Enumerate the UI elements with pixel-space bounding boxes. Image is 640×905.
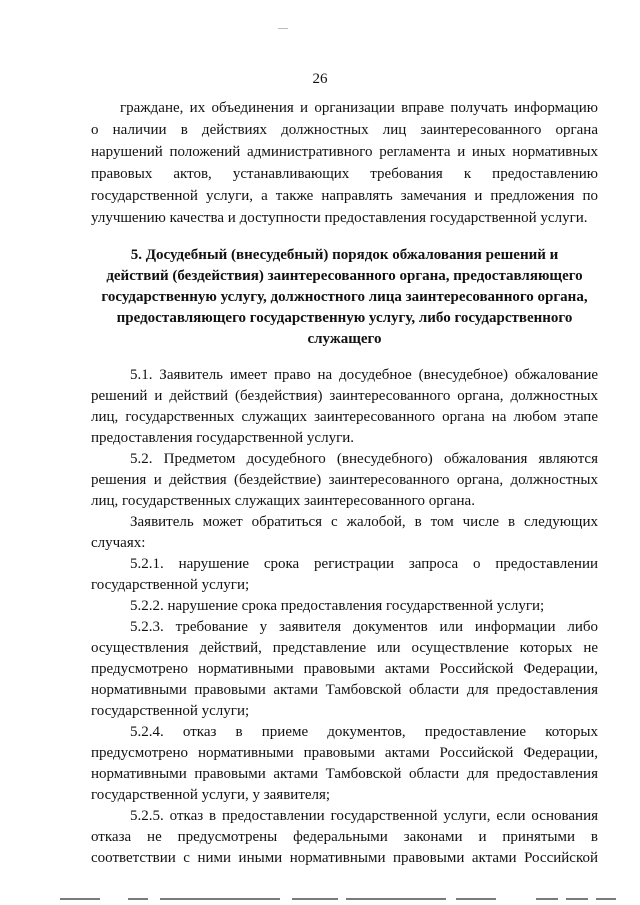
text-line: предусмотрено нормативными правовыми актами Российской Федерации, (91, 661, 598, 677)
scan-edge-artifacts (0, 892, 640, 905)
text-line: отказа не предусмотрены федеральными законами и принятыми в (91, 829, 598, 845)
clause-5-2-2: 5.2.2. нарушение срока предоставления государственной услуги; (130, 598, 545, 614)
text-line: государственной услуги; (91, 703, 250, 719)
text-line: осуществления действий, представление или осуществление которых не (91, 640, 598, 656)
text-line: улучшению качества и доступности предоставления государственной услуги. (91, 210, 588, 226)
clause-5-2-5: 5.2.5. отказ в предоставлении государственной услуги, если основания (130, 808, 598, 824)
text-line: нарушений положений административного регламента и иных нормативных (91, 144, 598, 160)
text-line: лиц, государственных служащих заинтересованного органа. (91, 493, 475, 509)
clause-5-2-3: 5.2.3. требование у заявителя документов или информации либо (130, 619, 598, 635)
scan-mark (278, 28, 288, 29)
text-line: граждане, их объединения и организации вправе получать информацию (120, 100, 598, 116)
text-line: государственной услуги, у заявителя; (91, 787, 331, 803)
clause-5-2: 5.2. Предметом досудебного (внесудебного) обжалования являются (130, 451, 598, 467)
text-line: нормативными правовыми актами Тамбовской области для предоставления (91, 682, 598, 698)
text-line: лиц, государственных служащих заинтересованного органа на любом этапе (91, 409, 598, 425)
text-line: государственной услуги, а также направлять замечания и предложения по (91, 188, 598, 204)
clause-5-2-1: 5.2.1. нарушение срока регистрации запроса о предоставлении (130, 556, 598, 572)
heading-line: предоставляющего государственную услугу, либо государственного (116, 310, 573, 326)
heading-line: 5. Досудебный (внесудебный) порядок обжалования решений и (130, 247, 559, 263)
text-line: государственной услуги; (91, 577, 250, 593)
text-line: соответствии с ними иными нормативными правовыми актами Российской (91, 850, 598, 866)
clause-5-2-4: 5.2.4. отказ в приеме документов, предоставление которых (130, 724, 598, 740)
text-line: нормативными правовыми актами Тамбовской области для предоставления (91, 766, 598, 782)
text-line: решения и действия (бездействие) заинтересованного органа, должностных (91, 472, 598, 488)
text-line: правовых актов, устанавливающих требования к предоставлению (91, 166, 598, 182)
heading-line: служащего (307, 331, 382, 347)
text-line: решений и действий (бездействия) заинтересованного органа, должностных (91, 388, 598, 404)
complaint-intro: Заявитель может обратиться с жалобой, в том числе в следующих (130, 514, 598, 530)
page-number: 26 (312, 71, 328, 87)
text-line: случаях: (91, 535, 146, 551)
text-line: предусмотрено нормативными правовыми актами Российской Федерации, (91, 745, 598, 761)
text-line: предоставления государственной услуги. (91, 430, 355, 446)
clause-5-1: 5.1. Заявитель имеет право на досудебное (внесудебное) обжалование (130, 367, 598, 383)
heading-line: действий (бездействия) заинтересованного органа, предоставляющего (106, 268, 583, 284)
text-line: о наличии в действиях должностных лиц заинтересованного органа (91, 122, 598, 138)
heading-line: государственную услугу, должностного лица заинтересованного органа, (101, 289, 588, 305)
